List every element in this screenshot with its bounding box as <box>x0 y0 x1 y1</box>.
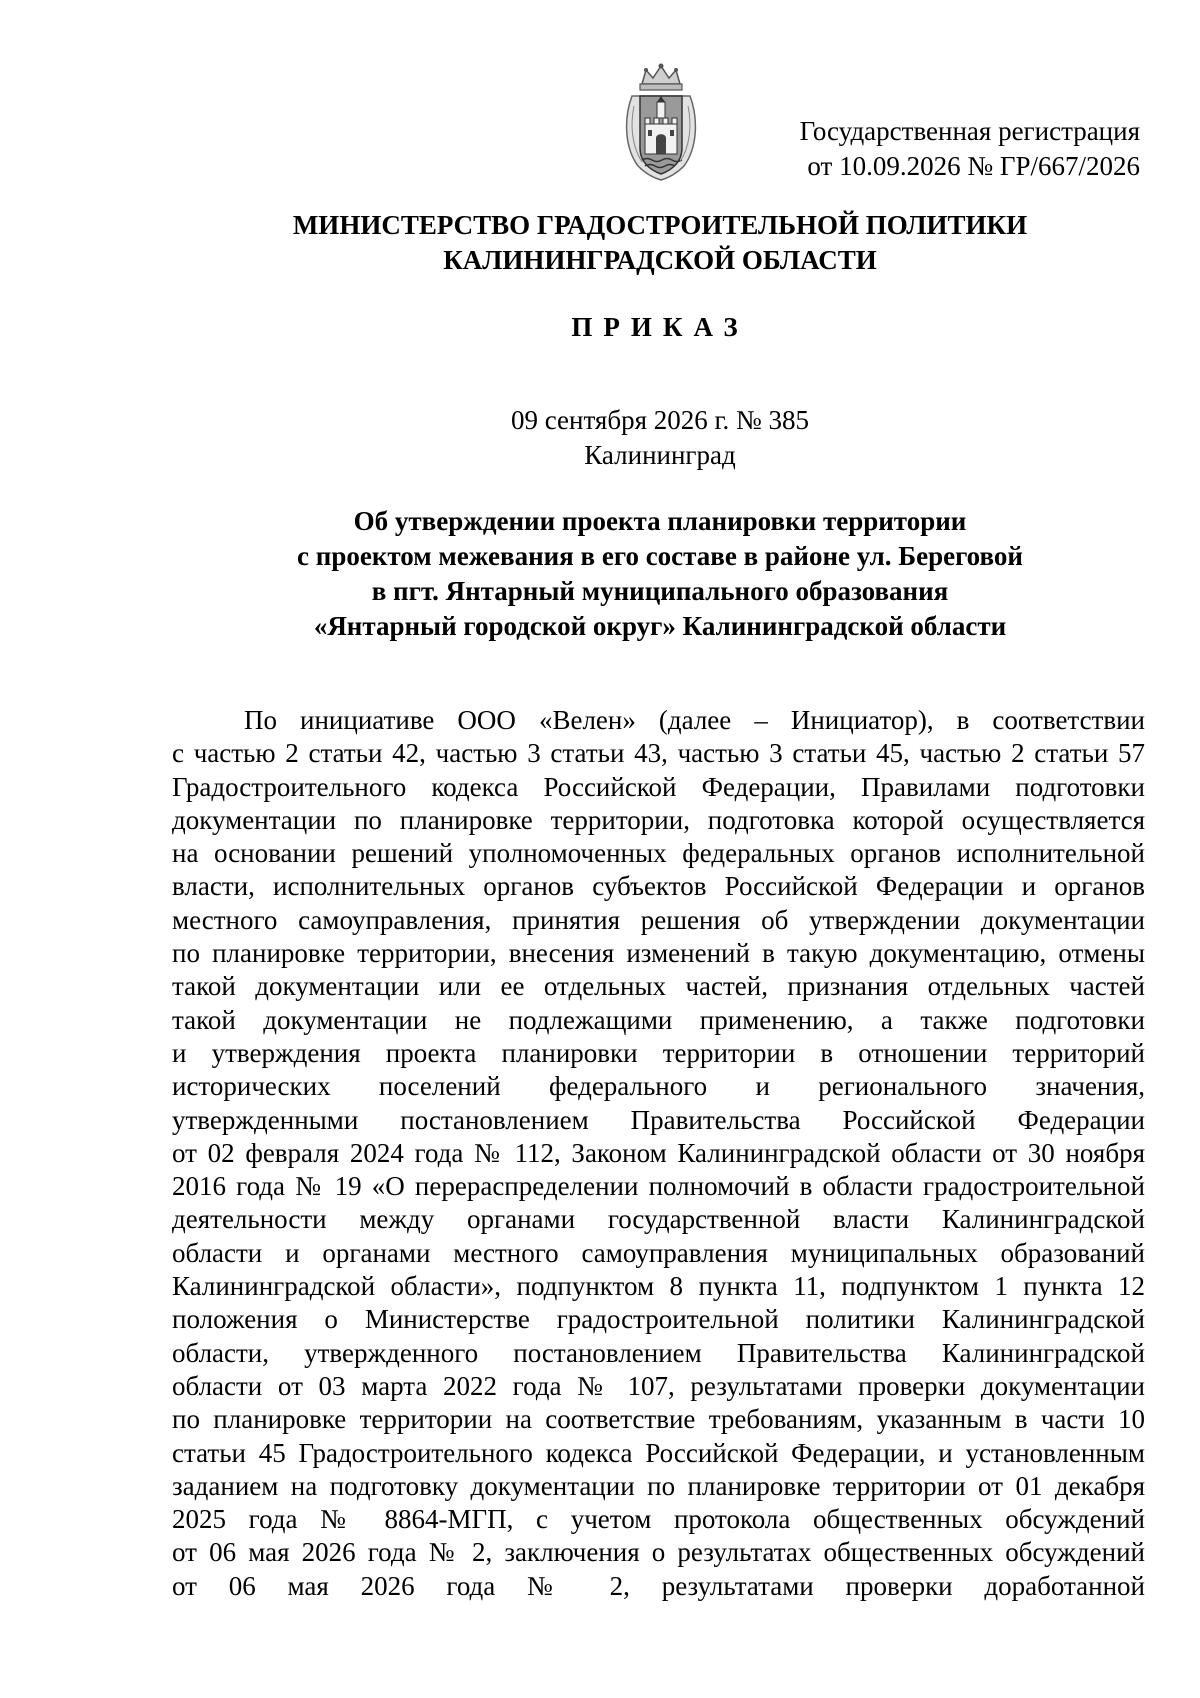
body-line: 2016 года № 19 «О перераспределении полномочий в области градостроительной <box>172 1171 1145 1202</box>
body-line: деятельности между органами государственной власти Калининградской <box>172 1204 1145 1235</box>
body-line: такой документации или ее отдельных частей, признания отдельных частей <box>172 971 1145 1002</box>
body-line: Градостроительного кодекса Российской Федерации, Правилами подготовки <box>172 771 1145 802</box>
ministry-name <box>170 208 1150 278</box>
order-subject <box>170 504 1150 644</box>
body-line: статьи 45 Градостроительного кодекса Российской Федерации, и установленным <box>172 1437 1145 1468</box>
registration-line-2: от 10.09.2026 № ГР/667/2026 <box>807 151 1140 181</box>
body-line: документации по планировке территории, подготовка которой осуществляется <box>172 804 1145 835</box>
body-line: власти, исполнительных органов субъектов Российской Федерации и органов <box>172 871 1145 902</box>
ministry-line-1: МИНИСТЕРСТВО ГРАДОСТРОИТЕЛЬНОЙ ПОЛИТИКИ <box>292 210 1028 240</box>
body-line: исторических поселений федерального и регионального значения, <box>172 1071 1145 1102</box>
body-paragraph <box>172 704 1145 1603</box>
body-line: области, утвержденного постановлением Правительства Калининградской <box>172 1337 1145 1368</box>
body-line: местного самоуправления, принятия решения об утверждении документации <box>172 904 1145 935</box>
order-city: Калининград <box>584 440 736 470</box>
body-line: с частью 2 статьи 42, частью 3 статьи 43, частью 3 статьи 45, частью 2 статьи 57 <box>172 738 1145 769</box>
body-line: по планировке территории, внесения изменений в такую документацию, отмены <box>172 938 1145 969</box>
body-line: 2025 года № 8864-МГП, с учетом протокола общественных обсуждений <box>172 1504 1145 1535</box>
body-line: по планировке территории на соответствие требованиям, указанным в части 10 <box>172 1404 1145 1435</box>
body-line: По инициативе ООО «Велен» (далее – Инициатор), в соответствии <box>244 705 1145 735</box>
body-line: положения о Министерстве градостроительной политики Калининградской <box>172 1304 1145 1335</box>
order-title: ПРИКАЗ <box>571 312 749 342</box>
body-line: области от 03 марта 2022 года № 107, результатами проверки документации <box>172 1370 1145 1401</box>
subject-line: «Янтарный городской округ» Калининградской области <box>313 611 1007 641</box>
body-line: от 02 февраля 2024 года № 112, Законом Калининградской области от 30 ноября <box>172 1137 1145 1168</box>
body-line: от 06 мая 2026 года № 2, заключения о результатах общественных обсуждений <box>172 1537 1145 1568</box>
registration-stamp <box>700 114 1140 184</box>
registration-line-1: Государственная регистрация <box>799 116 1140 146</box>
subject-line: Об утверждении проекта планировки территории <box>353 506 967 536</box>
subject-line: в пгт. Янтарный муниципального образования <box>371 576 949 606</box>
ministry-line-2: КАЛИНИНГРАДСКОЙ ОБЛАСТИ <box>443 245 877 275</box>
body-line: на основании решений уполномоченных федеральных органов исполнительной <box>172 838 1145 869</box>
body-line: заданием на подготовку документации по планировке территории от 01 декабря <box>172 1470 1145 1501</box>
body-line: от 06 мая 2026 года № 2, результатами проверки доработанной <box>172 1570 1145 1601</box>
body-line: такой документации не подлежащими применению, а также подготовки <box>172 1004 1145 1035</box>
body-line: и утверждения проекта планировки территории в отношении территорий <box>172 1037 1145 1068</box>
body-line: области и органами местного самоуправления муниципальных образований <box>172 1237 1145 1268</box>
coat-of-arms-emblem <box>620 62 702 182</box>
body-line: утвержденными постановлением Правительства Российской Федерации <box>172 1104 1145 1135</box>
subject-line: с проектом межевания в его составе в районе ул. Береговой <box>297 541 1023 571</box>
order-date-number: 09 сентября 2026 г. № 385 <box>510 405 810 435</box>
body-line: Калининградской области», подпунктом 8 пункта 11, подпунктом 1 пункта 12 <box>172 1271 1145 1302</box>
order-meta <box>170 403 1150 473</box>
